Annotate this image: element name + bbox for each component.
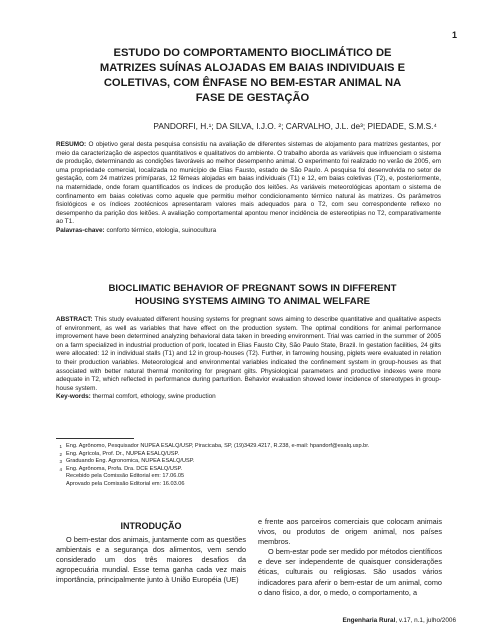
footnote-mark: 4 [59, 466, 62, 472]
footnote-text: Eng. Agrônomo, Pesquisador NUPEA ESALQ/USP, Piracicaba, SP, (19)3429.4217, R.238, e-mail: hpandorf@esalq.usp.br. [66, 443, 370, 449]
body-paragraph: e frente aos parceiros comerciais que colocam animais vivos, ou produtos de origem animal, nos países membros. [258, 517, 442, 547]
right-column [258, 517, 442, 598]
resumo-label: RESUMO: [56, 141, 87, 148]
abstract-text: This study evaluated different housing systems for pregnant sows aiming to describe quantitative and qualitative aspects of environment, as well as variables that have effect on the production system. The optimal conditions for animal performance improvement have been determined analyzing behavioral data taken in breeding environment. Trial was carried in the summer of 2005 on a farm specialized in industrial production of pork, located in Elias Fausto City, São Paulo State, Brazil. In gestation facilities, 24 gilts were allocated: 12 in individual stalls (T1) and 12 in group-houses (T2). Further, in farrowing housing, piglets were evaluated in relation to their production variables. Meteorological and environmental variables indicated the confinement system in group-houses as that associated with better natural thermal monitoring for pregnant gilts. Physiological parameters and productive indexes were more adequate in T2, which reflected in performance during parturition. Behavior evaluation showed lower incidence of stereotypes in group-house system. [56, 316, 441, 392]
footnote-mark: 3 [59, 459, 62, 465]
received-date: Recebido pela Comissão Editorial em: 17.06.05 [66, 473, 185, 480]
footnotes [56, 443, 441, 489]
section-heading-introducao: INTRODUÇÃO [120, 521, 182, 531]
authors: PANDORFI, H.¹; DA SILVA, I.J.O. ²; CARVALHO, J.L. de³; PIEDADE, S.M.S.⁴ [153, 121, 437, 131]
palavras-chave-label: Palavras-chave: [56, 226, 105, 234]
journal-reference: , v.17, n.1, julho/2006 [395, 617, 456, 624]
approved-date: Aprovado pela Comissão Editorial em: 16.03.06 [66, 480, 185, 487]
footnote-4 [56, 466, 441, 474]
resumo-text: O objetivo geral desta pesquisa consistiu na avaliação de diferentes sistemas de alojamento para matrizes gestantes, por meio da caracterização de aspectos quantitativos e qualitativos do ambiente. O trabalho abordа as variáveis que influenciam o sistema de produção, determinando as condições favoráveis ao melhor desempenho animal. O experimento foi realizado no verão de 2005, em uma propriedade comercial, localizada no município de Elias Fausto, estado de São Paulo. A pesquisa foi desenvolvida no setor de gestação, com 24 matrizes primíparas, 12 fêmeas alojadas em baias individuais (T1) e 12, em baias coletivas (T2), e, posteriormente, na maternidade, onde foram quantificados os índices de produção dos leitões. As variáveis meteorológicas apontam o sistema de confinamento em baias coletivas como aquele que permitiu melhor condicionamento térmico natural às matrizes. Os parâmetros fisiológicos e os índices zootécnicos apresentaram valores mais adequados para o T2, com seu correspondente reflexo no desempenho da parição dos leitões. A avaliação comportamental apontou menor incidência de estereotipias no T2, comparativamente ao T1. [56, 141, 441, 226]
footnote-divider [56, 438, 134, 439]
page-number: 1 [451, 30, 457, 40]
abstract-block [56, 316, 441, 402]
footnote-mark: 2 [59, 451, 62, 457]
footnote-mark: 1 [59, 444, 62, 449]
journal-name: Engenharia Rural [342, 617, 396, 624]
footnote-text: Eng. Agrícola, Prof. Dr., NUPEA ESALQ/USP. [66, 450, 180, 457]
journal-footer [342, 617, 456, 624]
keywords: thermal comfort, ethology, swine production [90, 393, 216, 401]
keywords-label: Key-words: [56, 393, 91, 401]
footnote-1 [56, 443, 441, 451]
abstract-label: ABSTRACT: [56, 316, 93, 323]
footnote-text: Graduando Eng. Agronomica, NUPEA ESALQ/USP. [66, 458, 195, 465]
left-column [56, 517, 246, 585]
paper-title: ESTUDO DO COMPORTAMENTO BIOCLIMÁTICO DE MATRIZES SUÍNAS ALOJADAS EM BAIAS INDIVIDUAIS E COLETIVAS, COM ÊNFASE NO BEM-ESTAR ANIMAL NA FASE DE GESTAÇÃO [99, 47, 406, 104]
body-paragraph: O bem-estar pode ser medido por métodos científicos e deve ser independente de quaisquer considerações éticas, culturais ou religiosas. São usados vários indicadores para aferir o bem-estar de um animal, como o dano físico, a dor, o medo, o comportamento, a [258, 547, 442, 597]
footnote-text: Eng. Agrônoma, Profa. Dra. DCE ESALQ/USP. [66, 465, 183, 472]
english-title: BIOCLIMATIC BEHAVIOR OF PREGNANT SOWS IN DIFFERENT HOUSING SYSTEMS AIMING TO ANIMAL WELFARE [108, 283, 397, 307]
resumo-block [56, 141, 441, 236]
footnote-2 [56, 451, 441, 459]
body-paragraph: O bem-estar dos animais, juntamente com as questões ambientais e a segurança dos alimentos, vem sendo considerado um dos três maiores desafios da agropecuária mundial. Esse tema ganha cada vez mais importância, principalmente junto à União Européia (UE) [56, 535, 246, 585]
palavras-chave: conforto térmico, etologia, suinocultura [104, 226, 217, 234]
footnote-3 [56, 458, 441, 466]
